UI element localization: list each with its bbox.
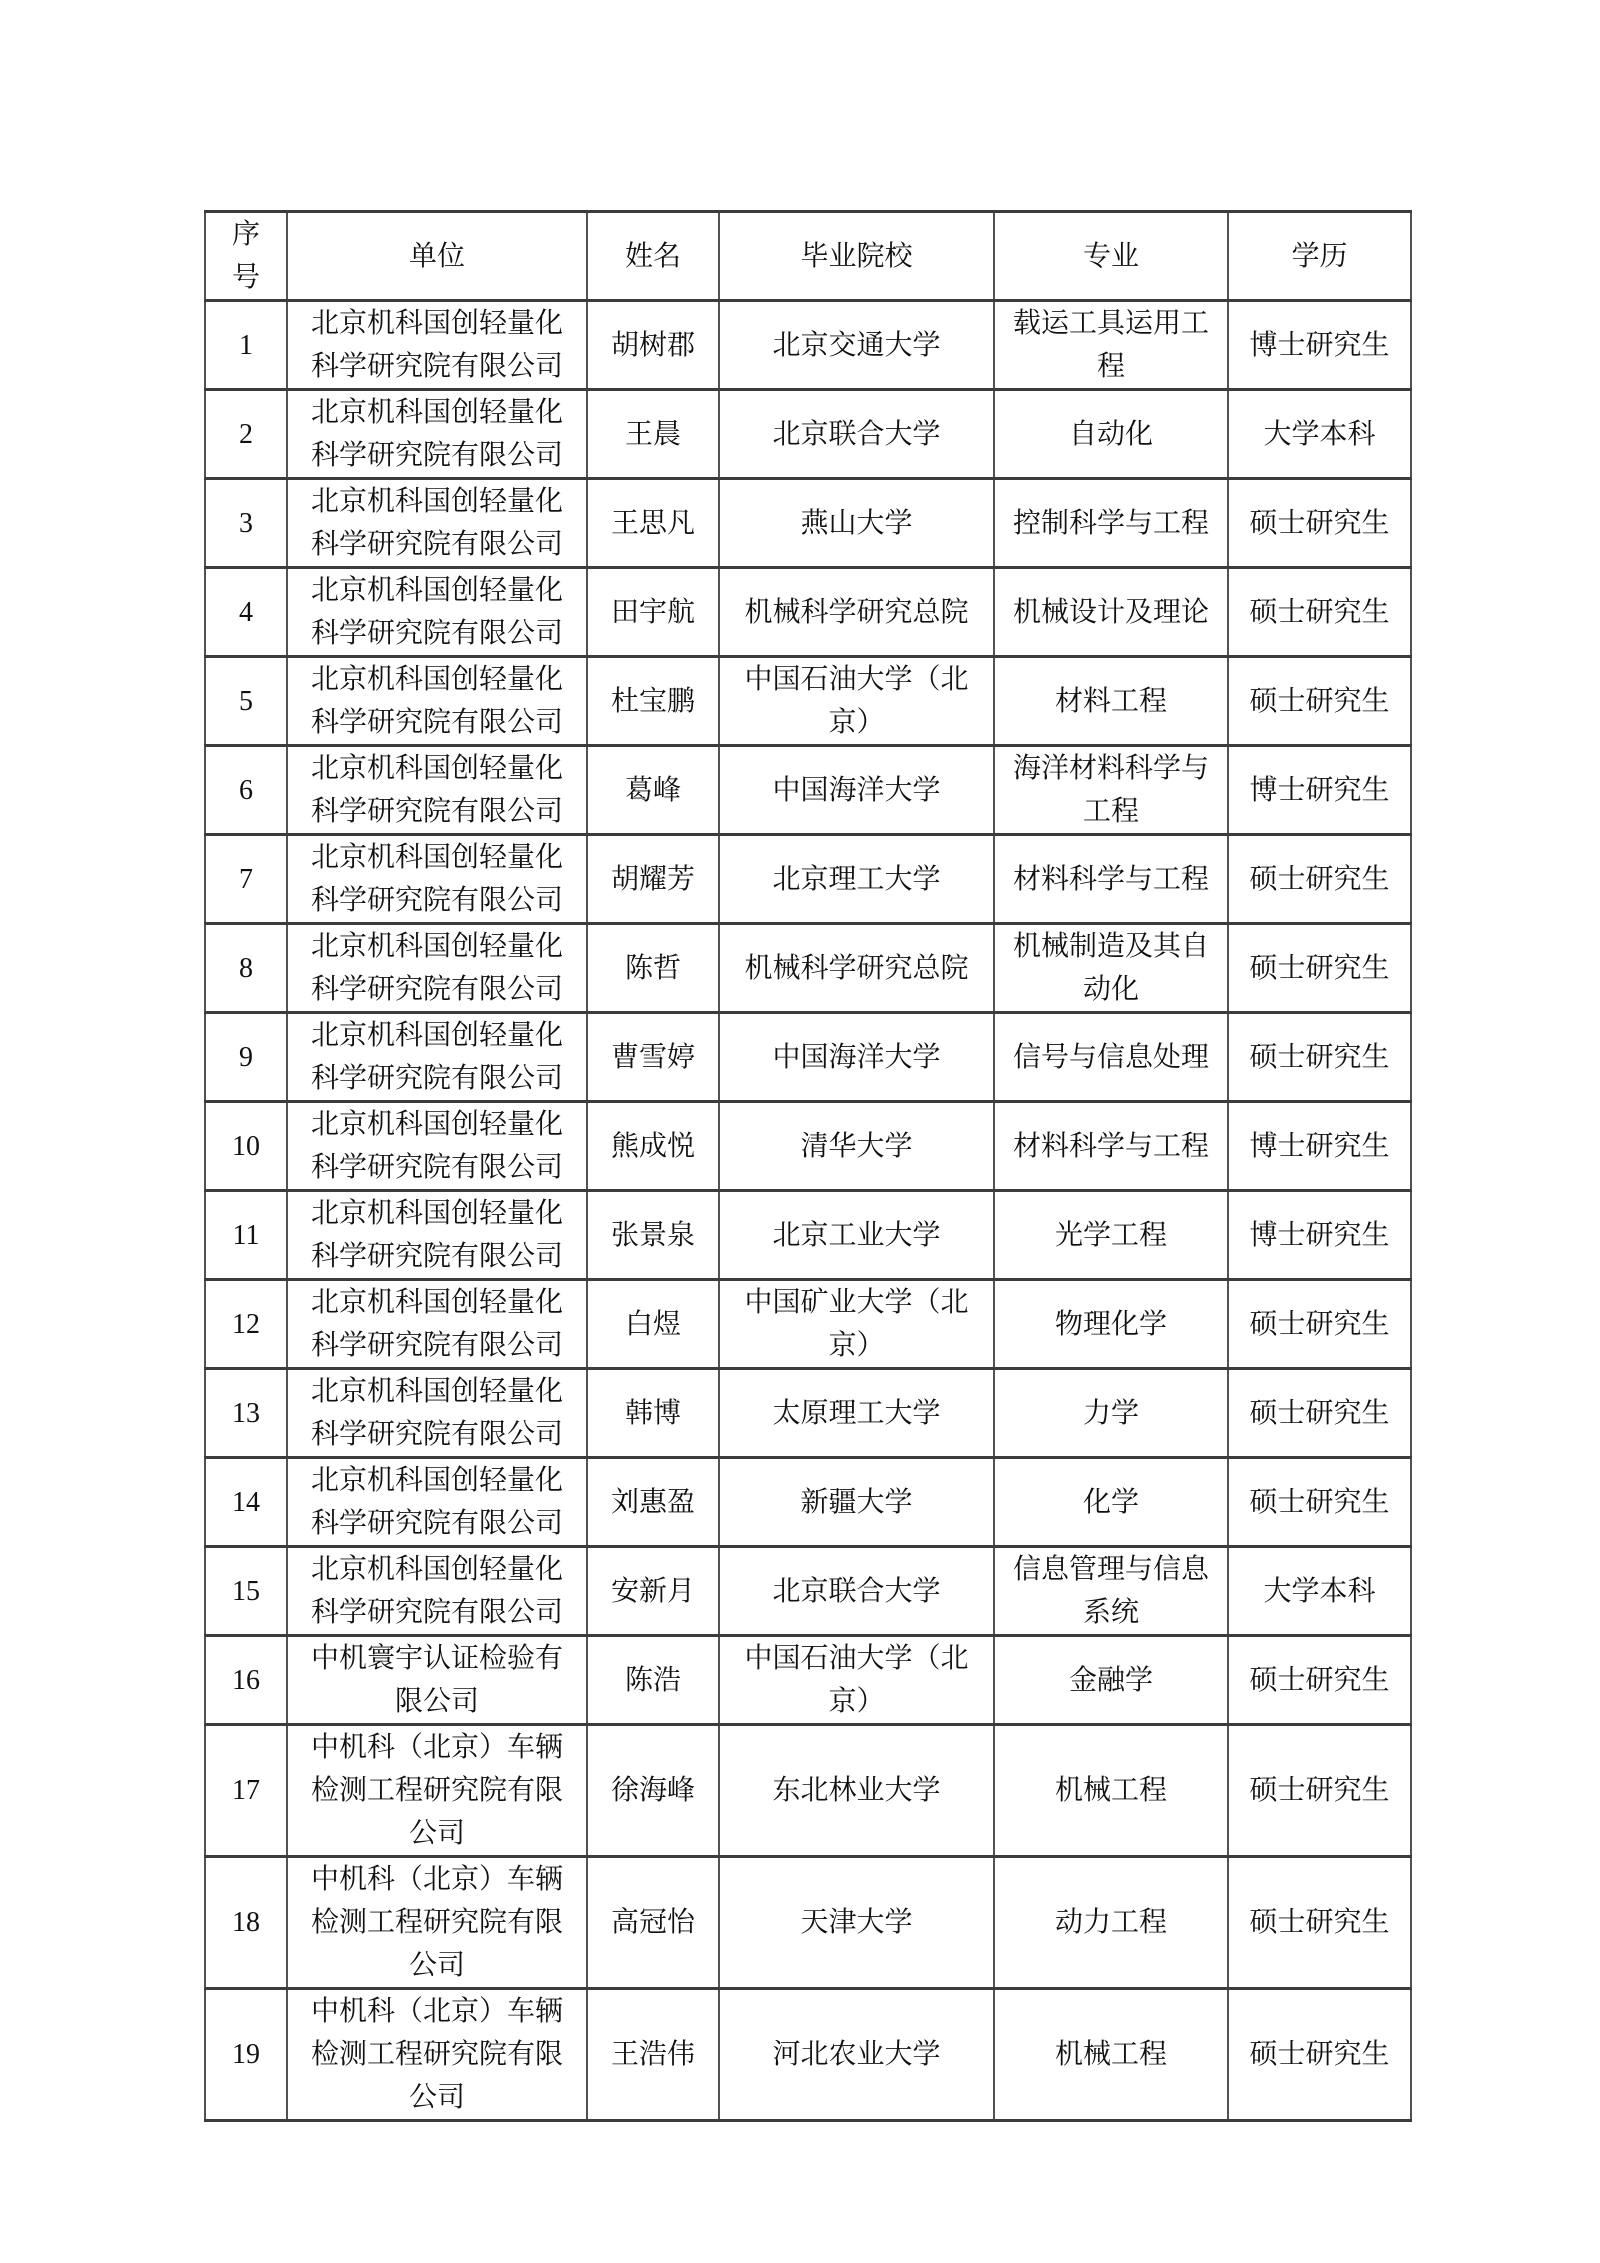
table-row [205,390,1411,479]
cell-major: 机械工程 [994,1725,1228,1857]
cell-name: 熊成悦 [587,1102,719,1191]
table-row [205,1636,1411,1725]
cell-school: 北京理工大学 [719,835,994,924]
cell-unit: 北京机科国创轻量化科学研究院有限公司 [287,1369,587,1458]
header-cell-major: 专业 [994,212,1228,301]
header-cell-school: 毕业院校 [719,212,994,301]
cell-major: 海洋材料科学与工程 [994,746,1228,835]
header-cell-unit: 单位 [287,212,587,301]
cell-unit: 北京机科国创轻量化科学研究院有限公司 [287,835,587,924]
cell-degree: 硕士研究生 [1228,1857,1411,1989]
cell-unit: 中机科（北京）车辆检测工程研究院有限公司 [287,1857,587,1989]
cell-unit: 北京机科国创轻量化科学研究院有限公司 [287,568,587,657]
cell-unit: 北京机科国创轻量化科学研究院有限公司 [287,390,587,479]
cell-name: 曹雪婷 [587,1013,719,1102]
cell-major: 材料工程 [994,657,1228,746]
cell-degree: 博士研究生 [1228,301,1411,390]
cell-degree: 博士研究生 [1228,1102,1411,1191]
cell-name: 徐海峰 [587,1725,719,1857]
cell-index: 5 [205,657,287,746]
cell-school: 北京联合大学 [719,1547,994,1636]
cell-school: 北京联合大学 [719,390,994,479]
cell-index: 4 [205,568,287,657]
table-row [205,1857,1411,1989]
cell-school: 北京工业大学 [719,1191,994,1280]
table-row [205,746,1411,835]
cell-unit: 北京机科国创轻量化科学研究院有限公司 [287,1458,587,1547]
cell-unit: 中机寰宇认证检验有限公司 [287,1636,587,1725]
cell-major: 机械设计及理论 [994,568,1228,657]
cell-index: 7 [205,835,287,924]
cell-degree: 硕士研究生 [1228,835,1411,924]
header-cell-name: 姓名 [587,212,719,301]
cell-school: 新疆大学 [719,1458,994,1547]
cell-degree: 博士研究生 [1228,1191,1411,1280]
cell-index: 12 [205,1280,287,1369]
cell-unit: 北京机科国创轻量化科学研究院有限公司 [287,479,587,568]
cell-major: 物理化学 [994,1280,1228,1369]
table-row [205,1013,1411,1102]
cell-degree: 硕士研究生 [1228,1280,1411,1369]
cell-name: 葛峰 [587,746,719,835]
cell-degree: 硕士研究生 [1228,1458,1411,1547]
cell-school: 机械科学研究总院 [719,924,994,1013]
cell-school: 河北农业大学 [719,1989,994,2121]
cell-name: 王浩伟 [587,1989,719,2121]
table-row [205,1458,1411,1547]
cell-index: 18 [205,1857,287,1989]
cell-name: 陈哲 [587,924,719,1013]
cell-major: 动力工程 [994,1857,1228,1989]
cell-name: 白煜 [587,1280,719,1369]
cell-index: 8 [205,924,287,1013]
cell-name: 陈浩 [587,1636,719,1725]
table-row [205,835,1411,924]
table-row [205,657,1411,746]
cell-degree: 硕士研究生 [1228,1989,1411,2121]
table-row [205,1725,1411,1857]
cell-unit: 北京机科国创轻量化科学研究院有限公司 [287,746,587,835]
cell-major: 化学 [994,1458,1228,1547]
cell-index: 13 [205,1369,287,1458]
header-row [205,212,1411,301]
cell-degree: 硕士研究生 [1228,1369,1411,1458]
cell-index: 10 [205,1102,287,1191]
cell-index: 6 [205,746,287,835]
cell-name: 胡树郡 [587,301,719,390]
cell-index: 1 [205,301,287,390]
cell-major: 金融学 [994,1636,1228,1725]
cell-name: 安新月 [587,1547,719,1636]
table-header [205,212,1411,301]
cell-degree: 硕士研究生 [1228,1013,1411,1102]
header-cell-degree: 学历 [1228,212,1411,301]
cell-major: 信息管理与信息系统 [994,1547,1228,1636]
cell-unit: 北京机科国创轻量化科学研究院有限公司 [287,1280,587,1369]
cell-index: 11 [205,1191,287,1280]
cell-school: 北京交通大学 [719,301,994,390]
cell-degree: 硕士研究生 [1228,1725,1411,1857]
cell-unit: 北京机科国创轻量化科学研究院有限公司 [287,301,587,390]
cell-index: 17 [205,1725,287,1857]
cell-unit: 中机科（北京）车辆检测工程研究院有限公司 [287,1725,587,1857]
cell-major: 机械工程 [994,1989,1228,2121]
cell-unit: 北京机科国创轻量化科学研究院有限公司 [287,1013,587,1102]
cell-degree: 大学本科 [1228,390,1411,479]
table-row [205,1102,1411,1191]
cell-index: 2 [205,390,287,479]
cell-degree: 硕士研究生 [1228,657,1411,746]
cell-school: 天津大学 [719,1857,994,1989]
cell-name: 胡耀芳 [587,835,719,924]
cell-unit: 北京机科国创轻量化科学研究院有限公司 [287,1191,587,1280]
cell-index: 3 [205,479,287,568]
cell-school: 中国石油大学（北京） [719,657,994,746]
cell-school: 机械科学研究总院 [719,568,994,657]
cell-degree: 硕士研究生 [1228,924,1411,1013]
cell-name: 高冠怡 [587,1857,719,1989]
cell-name: 韩博 [587,1369,719,1458]
table-row [205,568,1411,657]
table-row [205,1191,1411,1280]
table-row [205,924,1411,1013]
cell-major: 材料科学与工程 [994,835,1228,924]
cell-index: 16 [205,1636,287,1725]
cell-name: 张景泉 [587,1191,719,1280]
cell-school: 太原理工大学 [719,1369,994,1458]
cell-degree: 大学本科 [1228,1547,1411,1636]
cell-name: 田宇航 [587,568,719,657]
cell-unit: 北京机科国创轻量化科学研究院有限公司 [287,924,587,1013]
cell-unit: 北京机科国创轻量化科学研究院有限公司 [287,657,587,746]
cell-school: 清华大学 [719,1102,994,1191]
cell-school: 东北林业大学 [719,1725,994,1857]
cell-unit: 北京机科国创轻量化科学研究院有限公司 [287,1547,587,1636]
cell-major: 力学 [994,1369,1228,1458]
cell-school: 中国矿业大学（北京） [719,1280,994,1369]
cell-school: 燕山大学 [719,479,994,568]
table-row [205,1369,1411,1458]
table-row [205,1547,1411,1636]
cell-name: 王思凡 [587,479,719,568]
cell-index: 9 [205,1013,287,1102]
cell-degree: 硕士研究生 [1228,1636,1411,1725]
table-row [205,1280,1411,1369]
cell-name: 王晨 [587,390,719,479]
table-row [205,1989,1411,2121]
table-body [205,301,1411,2121]
cell-index: 15 [205,1547,287,1636]
cell-major: 光学工程 [994,1191,1228,1280]
cell-major: 信号与信息处理 [994,1013,1228,1102]
graduates-table [204,210,1412,2122]
cell-degree: 博士研究生 [1228,746,1411,835]
cell-index: 14 [205,1458,287,1547]
cell-name: 刘惠盈 [587,1458,719,1547]
cell-major: 机械制造及其自动化 [994,924,1228,1013]
cell-school: 中国海洋大学 [719,746,994,835]
cell-name: 杜宝鹏 [587,657,719,746]
header-cell-index: 序号 [205,212,287,301]
cell-unit: 北京机科国创轻量化科学研究院有限公司 [287,1102,587,1191]
cell-degree: 硕士研究生 [1228,479,1411,568]
cell-major: 控制科学与工程 [994,479,1228,568]
cell-major: 自动化 [994,390,1228,479]
table-row [205,301,1411,390]
cell-school: 中国海洋大学 [719,1013,994,1102]
cell-major: 材料科学与工程 [994,1102,1228,1191]
cell-school: 中国石油大学（北京） [719,1636,994,1725]
table-row [205,479,1411,568]
cell-index: 19 [205,1989,287,2121]
cell-unit: 中机科（北京）车辆检测工程研究院有限公司 [287,1989,587,2121]
cell-degree: 硕士研究生 [1228,568,1411,657]
cell-major: 载运工具运用工程 [994,301,1228,390]
